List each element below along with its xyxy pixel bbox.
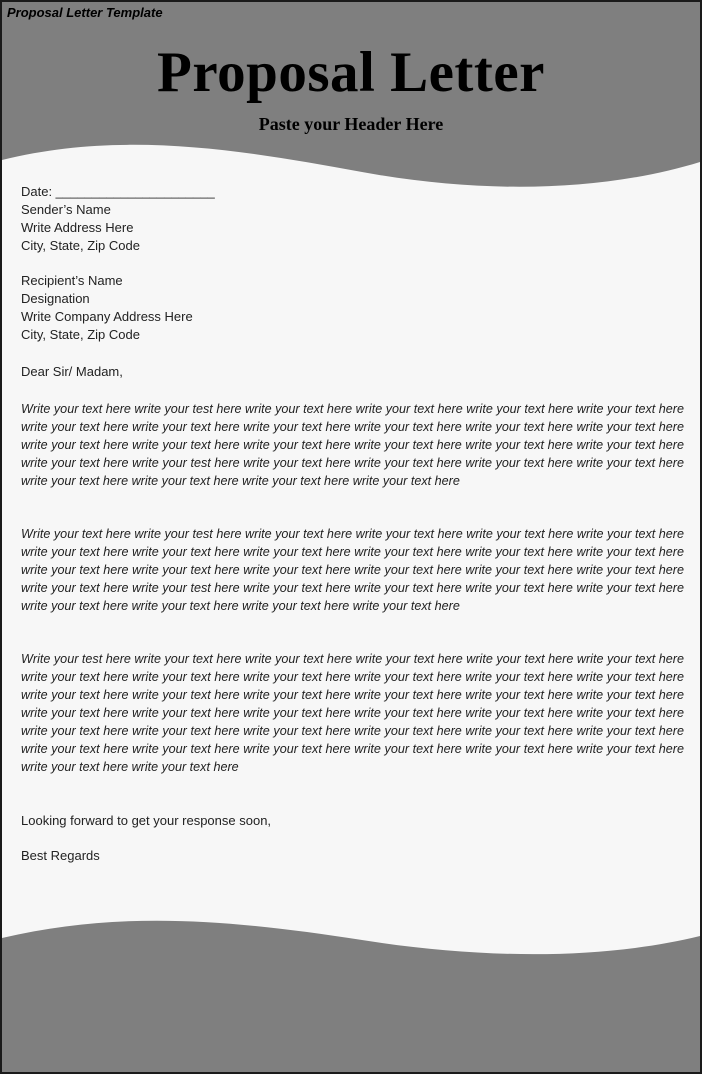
- date-line: Date: ______________________: [21, 184, 215, 199]
- body-paragraph-2-block: [21, 525, 684, 615]
- template-label: Proposal Letter Template: [7, 5, 163, 20]
- closing-block: [21, 812, 684, 830]
- sender-address: Write Address Here: [21, 220, 134, 235]
- body-paragraph: Write your text here write your test here write your text here write your text here write your text here write your text here write your text here write your text here write your text here write your text here write your text here write your text here write your text here write your text here write your text here write your text here write your text here write your text here write your text here write your test here write your text here write your text here write your text here write your text here write your text here write your text here write your text here write your text here: [21, 527, 684, 613]
- sender-city: City, State, Zip Code: [21, 238, 140, 253]
- closing-line: Looking forward to get your response soon,: [21, 813, 272, 828]
- body-paragraph: Write your test here write your text here write your text here write your text here write your text here write your text here write your text here write your text here write your text here write your text here write your text here write your text here write your text here write your text here write your text here write your text here write your text here write your text here write your text here write your text here write your text here write your text here write your text here write your text here write your text here write your text here write your text here write your text here write your text here write your text here write your text here write your text here write your text here write your text here write your text here write your text here write your text here write your text here: [21, 652, 684, 774]
- body-paragraph: Write your text here write your test here write your text here write your text here write your text here write your text here write your text here write your text here write your text here write your text here write your text here write your text here write your text here write your text here write your text here write your text here write your text here write your text here write your text here write your test here write your text here write your text here write your text here write your text here write your text here write your text here write your text here write your text here: [21, 402, 684, 488]
- recipient-city: City, State, Zip Code: [21, 327, 140, 342]
- salutation-block: [21, 363, 684, 381]
- recipient-name: Recipient’s Name: [21, 273, 123, 288]
- salutation: Dear Sir/ Madam,: [21, 364, 123, 379]
- sign-off: Best Regards: [21, 848, 100, 863]
- body-paragraph-1-block: [21, 400, 684, 490]
- sender-name: Sender’s Name: [21, 202, 111, 217]
- recipient-designation: Designation: [21, 291, 90, 306]
- recipient-block: [21, 272, 684, 344]
- header-placeholder: Paste your Header Here: [258, 114, 444, 134]
- bottom-wave-band: [2, 921, 700, 1072]
- sender-block: [21, 183, 684, 255]
- body-paragraph-3-block: [21, 650, 684, 776]
- page-title: Proposal Letter: [157, 41, 545, 104]
- signoff-block: [21, 847, 684, 865]
- recipient-address: Write Company Address Here: [21, 309, 193, 324]
